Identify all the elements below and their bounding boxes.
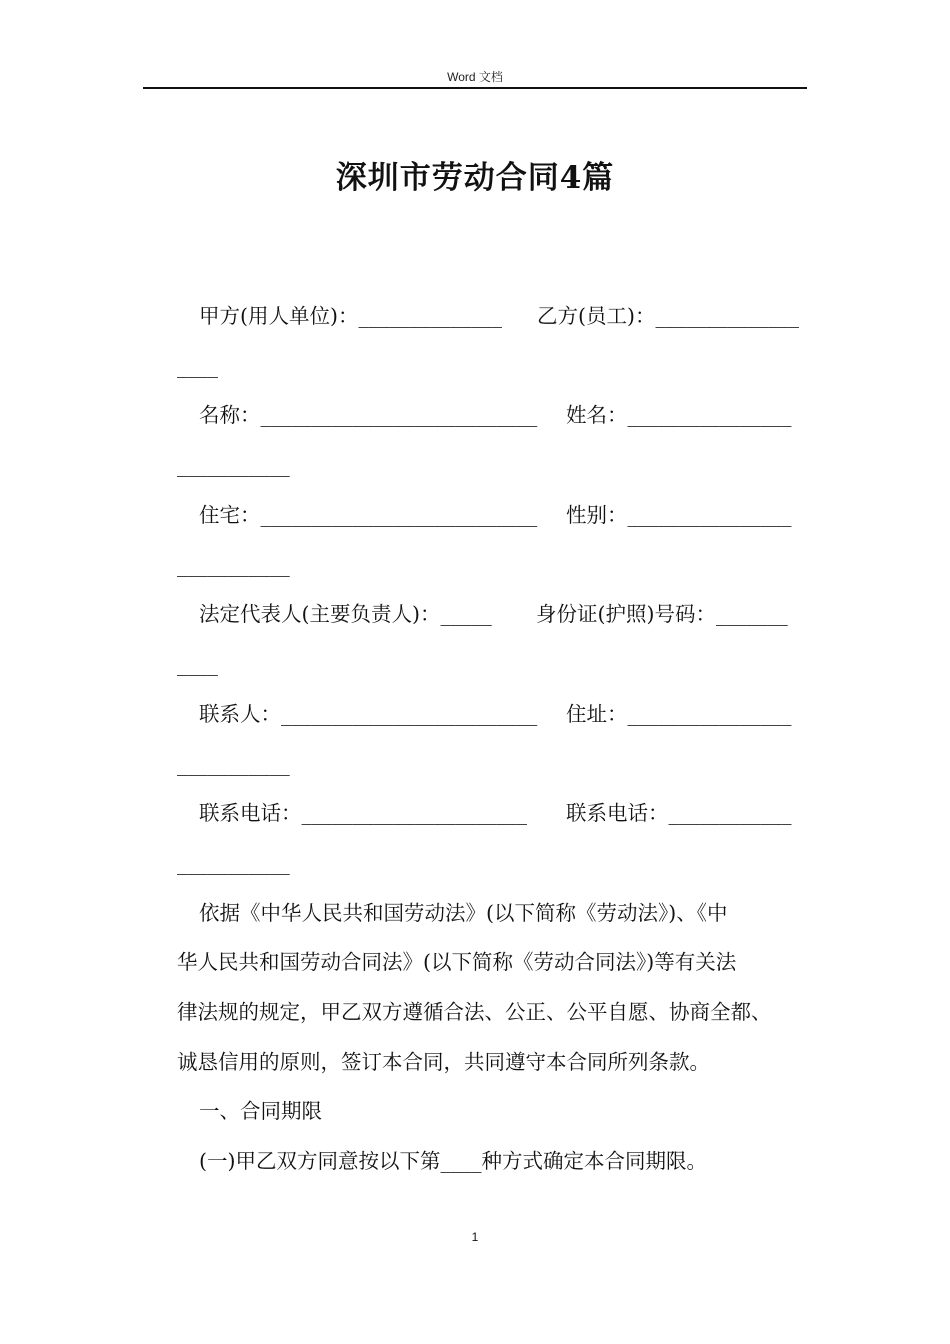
party-continuation: ____ (177, 652, 218, 676)
party-right-label: 性别：________________ (566, 503, 792, 527)
party-right-label: 姓名：________________ (566, 403, 792, 427)
party-left-label: 法定代表人(主要负责人)：_____ (199, 602, 492, 626)
party-right-label: 住址：________________ (566, 702, 792, 726)
party-continuation: ___________ (177, 851, 290, 875)
document-title: 深圳市劳动合同4篇 (335, 160, 615, 196)
party-right-label: 身份证(护照)号码：_______ (536, 602, 788, 626)
party-left-label: 住宅：___________________________ (199, 503, 538, 527)
header-rule (143, 87, 807, 89)
clause-text: (一)甲乙双方同意按以下第____种方式确定本合同期限。 (199, 1149, 707, 1173)
party-continuation: ___________ (177, 453, 290, 477)
section-heading: 一、合同期限 (199, 1099, 322, 1123)
party-left-label: 联系人：_________________________ (199, 702, 538, 726)
party-continuation: ___________ (177, 553, 290, 577)
party-right-label: 乙方(员工)：______________ (537, 304, 799, 328)
party-left-label: 名称：___________________________ (199, 403, 538, 427)
intro-paragraph-line: 律法规的规定，甲乙双方遵循合法、公正、公平自愿、协商全都、 (177, 1000, 772, 1024)
page-number: 1 (471, 1230, 479, 1244)
party-left-label: 联系电话：______________________ (199, 801, 527, 825)
party-continuation: ___________ (177, 752, 290, 776)
intro-paragraph-line: 诚恳信用的原则，签订本合同，共同遵守本合同所列条款。 (177, 1050, 710, 1074)
intro-paragraph-line: 依据《中华人民共和国劳动法》(以下简称《劳动法》)、《中 (199, 901, 728, 925)
party-right-label: 联系电话：____________ (566, 801, 792, 825)
party-left-label: 甲方(用人单位)：______________ (199, 304, 502, 328)
page-header: Word 文档 (447, 70, 503, 84)
intro-paragraph-line: 华人民共和国劳动合同法》(以下简称《劳动合同法》)等有关法 (177, 950, 737, 974)
party-continuation: ____ (177, 354, 218, 378)
